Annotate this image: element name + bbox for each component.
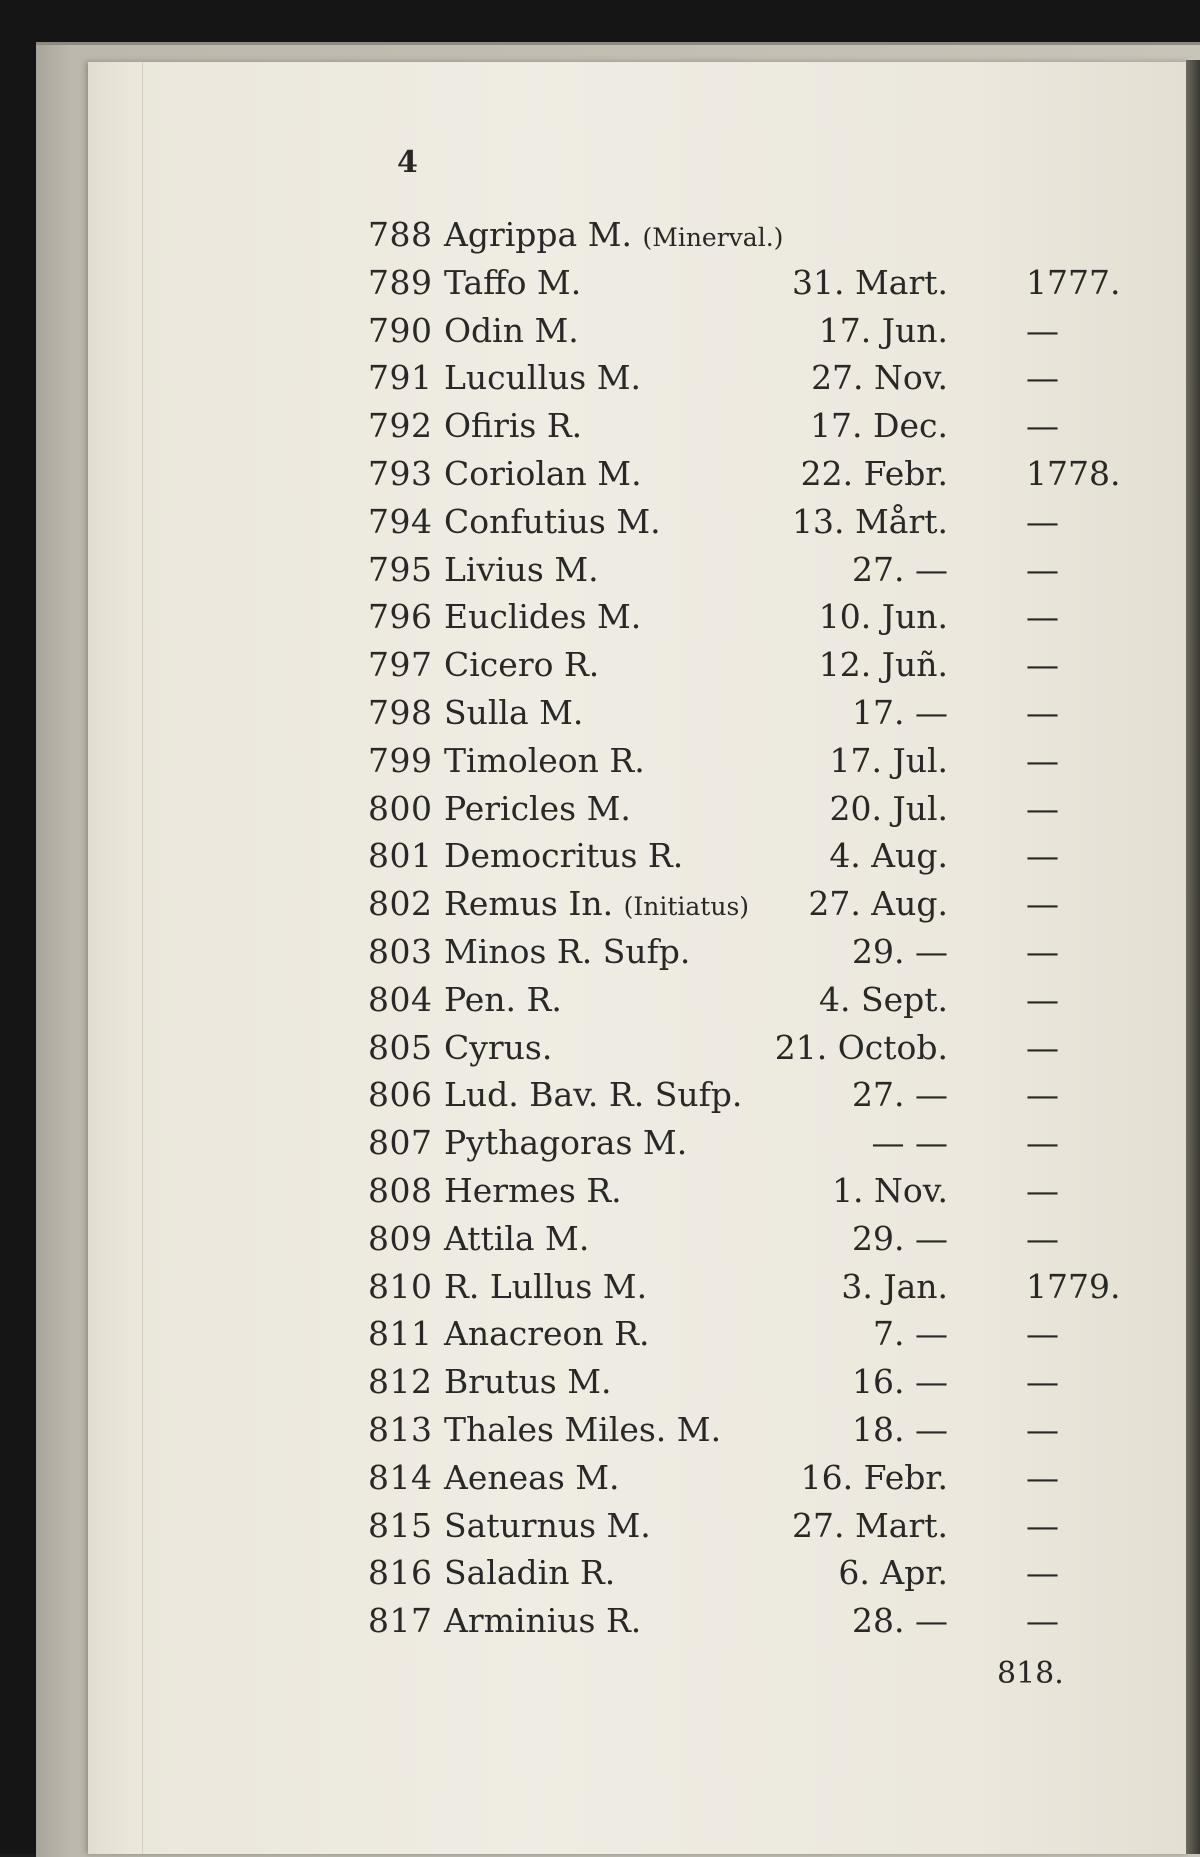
entry-date: 27. — [852,1075,948,1115]
entry-name-text: Aeneas M. [444,1457,620,1497]
entry-number: 817 [368,1601,433,1641]
register-entry [0,1264,1200,1310]
entry-number: 808 [368,1171,433,1210]
entry-year: — [1026,1218,1059,1258]
register-entry [0,1168,1200,1214]
register-entry [0,833,1200,879]
entry-year: — [1026,406,1059,446]
entry-date: 22. Febr. [800,454,948,493]
entry-number: 793 [368,454,433,493]
entry-date: 13. Mårt. [792,501,948,541]
entry-name-text: R. Lullus M. [444,1266,648,1306]
entry-name [444,977,562,1023]
entry-name [444,1455,620,1501]
register-entry [0,1216,1200,1262]
entry-date: 17. Jun. [818,310,948,350]
entry-name [444,786,631,832]
entry-year: — [1026,979,1059,1019]
entry-grade-note: (Initiatus) [623,892,750,922]
entry-name-text: Democritus R. [444,836,684,876]
entry-date: 27. Aug. [808,884,948,924]
entry-number: 816 [368,1553,433,1593]
register-entry [0,1407,1200,1453]
entry-number: 806 [368,1075,433,1115]
entry-number: 791 [368,358,433,398]
entry-number: 797 [368,645,433,685]
entry-name-text: Pericles M. [444,788,631,828]
entry-name-text: Pythagoras M. [444,1123,688,1163]
entry-name [444,260,581,306]
entry-year: — [1026,1457,1059,1497]
entry-number: 803 [368,932,433,971]
entry-date: 12. Juñ. [818,645,948,685]
entry-name-text: Thales Miles. M. [444,1410,722,1449]
register-entry [0,1311,1200,1357]
entry-number: 805 [368,1027,433,1067]
entry-name [444,1359,612,1405]
entry-name [444,403,582,449]
entry-name [444,212,783,261]
entry-year: — [1026,1171,1059,1210]
entry-date: 4. Aug. [829,836,948,876]
register-entry [0,1455,1200,1501]
entry-name [444,594,641,640]
entry-date: 27. Mart. [792,1505,948,1545]
entry-date: 29. — [852,1218,948,1258]
register-entry [0,308,1200,354]
entry-name-text: Brutus M. [444,1362,612,1402]
entry-year: — [1026,645,1059,685]
register-entry [0,977,1200,1023]
entry-name [444,499,661,545]
entry-number: 792 [368,406,433,446]
register-entry [0,1598,1200,1644]
entry-date: 1. Nov. [832,1171,948,1210]
entry-name-text: Minos R. Sufp. [444,932,691,971]
entry-date: 17. Jul. [829,740,948,780]
entry-name [444,1407,721,1453]
entry-year: — [1026,1553,1059,1593]
entry-name-text: Timoleon R. [444,740,645,780]
entry-date: 21. Octob. [774,1027,948,1067]
entry-number: 798 [368,693,433,732]
entry-name [444,1550,615,1596]
register-entry [0,260,1200,306]
entry-name-text: Taffo M. [444,262,582,302]
entry-name-text: Hermes R. [444,1171,622,1210]
entry-number: 811 [368,1314,433,1354]
entry-name-text: Agrippa M. [444,215,632,254]
entry-name [444,355,641,401]
register-entry [0,642,1200,688]
entry-year: — [1026,836,1059,876]
entry-year: — [1026,310,1059,350]
entry-date: 4. Sept. [819,979,948,1019]
entry-name-text: Lucullus M. [444,358,641,398]
entry-name [444,690,583,736]
entry-number: 814 [368,1457,433,1497]
entry-year: — [1026,549,1059,589]
entry-name [444,1072,742,1118]
entry-number: 799 [368,740,433,780]
register-entry [0,1072,1200,1118]
register-entry [0,1503,1200,1549]
entry-name-text: Cicero R. [444,645,600,685]
entry-date: 31. Mart. [792,262,948,302]
entry-year: — [1026,358,1059,398]
entry-date: 7. — [873,1314,948,1354]
entry-name-text: Remus In. [444,884,614,924]
entry-number: 801 [368,836,433,876]
entry-year: — [1026,1410,1059,1449]
entry-number: 788 [368,215,433,254]
entry-name-text: Pen. R. [444,979,562,1019]
entry-name-text: Lud. Bav. R. Sufp. [444,1075,743,1115]
register-entry [0,786,1200,832]
entry-date: 18. — [852,1410,948,1449]
entry-name-text: Attila M. [444,1218,590,1258]
entry-date: 6. Apr. [838,1553,948,1593]
entry-year: — [1026,740,1059,780]
entry-number: 809 [368,1218,433,1258]
entry-date: 27. — [852,549,948,589]
entry-year: — [1026,788,1059,828]
entry-name-text: Euclides M. [444,597,642,637]
register-entry [0,1120,1200,1166]
entry-year: — [1026,597,1059,637]
register-entry [0,451,1200,497]
register-entry [0,403,1200,449]
entry-name-text: Anacreon R. [444,1314,650,1354]
register-entry [0,212,1200,258]
entry-date: — — [871,1123,948,1163]
entry-name [444,738,645,784]
entry-name-text: Sulla M. [444,693,584,732]
entry-name [444,1264,647,1310]
entry-number: 812 [368,1362,433,1402]
entry-year: — [1026,501,1059,541]
entry-number: 810 [368,1266,433,1306]
entry-name-text: Confutius M. [444,501,661,541]
entry-name [444,1216,589,1262]
entry-name-text: Odin M. [444,310,579,350]
entry-date: 29. — [852,932,948,971]
entry-year: — [1026,884,1059,924]
entry-year: — [1026,1362,1059,1402]
entry-name [444,451,642,497]
entry-year: 1779. [1026,1266,1121,1306]
entry-date: 3. Jan. [841,1266,948,1306]
entry-name [444,929,690,975]
entry-number: 807 [368,1123,433,1163]
entry-number: 795 [368,549,433,589]
entry-number: 813 [368,1410,433,1449]
entry-date: 27. Nov. [811,358,948,398]
register-entry [0,1550,1200,1596]
entry-date: 10. Jun. [818,597,948,637]
register-entry [0,594,1200,640]
entry-date: 28. — [852,1601,948,1641]
entry-year: 1777. [1026,262,1121,302]
catchword: 818. [997,1656,1064,1691]
entry-name-text: Coriolan M. [444,454,642,493]
register-entry [0,1359,1200,1405]
register-entry [0,881,1200,927]
entry-year: 1778. [1026,454,1121,493]
entry-name [444,1598,641,1644]
entry-date: 16. — [852,1362,948,1402]
entry-year: — [1026,1505,1059,1545]
entry-name [444,547,599,593]
entry-date: 17. Dec. [810,406,948,446]
register-entry [0,499,1200,545]
entry-name-text: Arminius R. [444,1601,642,1641]
entry-name [444,1503,651,1549]
entry-name-text: Ofiris R. [444,406,583,446]
entry-name [444,1025,552,1071]
entry-name-text: Saladin R. [444,1553,616,1593]
register-entry [0,355,1200,401]
entry-year: — [1026,1027,1059,1067]
entry-name [444,642,599,688]
entry-date: 16. Febr. [800,1457,948,1497]
entry-name-text: Cyrus. [444,1027,553,1067]
entry-year: — [1026,693,1059,732]
entry-date: 20. Jul. [829,788,948,828]
entry-year: — [1026,1075,1059,1115]
register-entry [0,1025,1200,1071]
entry-year: — [1026,932,1059,971]
entry-year: — [1026,1314,1059,1354]
entry-name [444,1311,650,1357]
entry-number: 794 [368,501,433,541]
register-entry [0,690,1200,736]
entry-grade-note: (Minerval.) [642,223,784,252]
entry-number: 800 [368,788,433,828]
entry-name [444,308,579,354]
entry-year: — [1026,1123,1059,1163]
entry-number: 815 [368,1505,433,1545]
entry-name-text: Livius M. [444,549,599,589]
register-entry [0,547,1200,593]
entry-name-text: Saturnus M. [444,1505,651,1545]
entry-name [444,833,683,879]
entry-name [444,881,749,930]
entry-number: 802 [368,884,433,924]
entry-number: 804 [368,979,433,1019]
entry-name [444,1120,687,1166]
register-entry [0,738,1200,784]
entry-number: 789 [368,262,433,302]
entry-name [444,1168,622,1214]
entry-number: 796 [368,597,433,637]
page-number: 4 [397,145,418,180]
entry-date: 17. — [852,693,948,732]
entry-year: — [1026,1601,1059,1641]
register-entry [0,929,1200,975]
entry-number: 790 [368,310,433,350]
